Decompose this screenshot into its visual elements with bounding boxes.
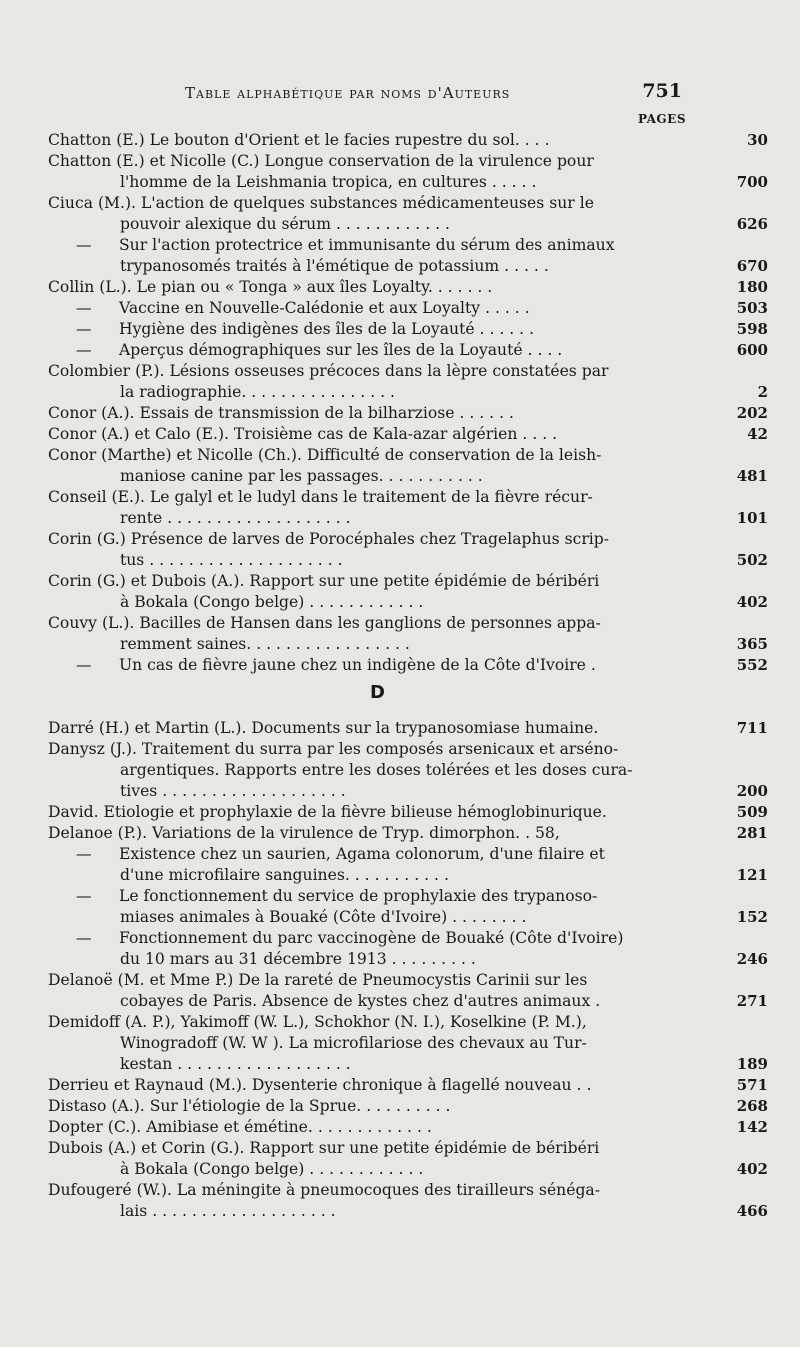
entry-continuation: lais . . . . . . . . . . . . . . . . . . . <box>120 1202 336 1220</box>
entry-continuation: argentiques. Rapports entre les doses tolérées et les doses cura- <box>120 761 633 779</box>
index-entry <box>48 130 768 151</box>
index-entry <box>48 151 768 193</box>
index-entry <box>48 718 768 739</box>
index-entry <box>48 403 768 424</box>
page-reference: 200 <box>736 782 768 800</box>
page-reference: 598 <box>736 320 768 338</box>
page-reference: 246 <box>736 950 768 968</box>
entry-continuation: à Bokala (Congo belge) . . . . . . . . . . . . <box>120 593 424 611</box>
index-entry <box>48 1138 768 1180</box>
author-index-section-d <box>48 718 768 1222</box>
page-reference: 271 <box>736 992 768 1010</box>
entry-continuation: maniose canine par les passages. . . . . . . . . . . <box>120 467 483 485</box>
entry-text: Chatton (E.) Le bouton d'Orient et le facies rupestre du sol. . . . <box>48 131 550 149</box>
entry-title: Un cas de fièvre jaune chez un indigène de la Côte d'Ivoire . <box>119 656 596 674</box>
page-reference: 268 <box>736 1097 768 1115</box>
entry-text: Colombier (P.). Lésions osseuses précoces dans la lèpre constatées par <box>48 362 609 380</box>
page-reference: 626 <box>736 215 768 233</box>
entry-title: Fonctionnement du parc vaccinogène de Bouaké (Côte d'Ivoire) <box>119 929 624 947</box>
entry-title: Vaccine en Nouvelle-Calédonie et aux Loyalty . . . . . <box>119 299 530 317</box>
index-entry <box>48 487 768 529</box>
entry-text <box>48 655 768 676</box>
entry-text: Delanoe (P.). Variations de la virulence de Tryp. dimorphon. . 58, <box>48 824 560 842</box>
page-reference: 281 <box>736 824 768 842</box>
entry-text: David. Etiologie et prophylaxie de la fièvre bilieuse hémoglobinurique. <box>48 803 607 821</box>
entry-continuation: Winogradoff (W. W ). La microfilariose des chevaux au Tur- <box>120 1034 587 1052</box>
index-entry <box>48 298 768 319</box>
index-entry <box>48 823 768 844</box>
running-header <box>0 78 800 108</box>
page-reference: 552 <box>736 656 768 674</box>
page-reference: 481 <box>736 467 768 485</box>
index-entry <box>48 928 768 970</box>
page-reference: 2 <box>757 383 768 401</box>
index-entry <box>48 529 768 571</box>
index-entry <box>48 277 768 298</box>
entry-continuation: d'une microfilaire sanguines. . . . . . . . . . . <box>120 866 449 884</box>
page-reference: 502 <box>736 551 768 569</box>
entry-continuation: tives . . . . . . . . . . . . . . . . . . . <box>120 782 346 800</box>
entry-continuation: à Bokala (Congo belge) . . . . . . . . . . . . <box>120 1160 424 1178</box>
index-entry <box>48 361 768 403</box>
entry-text: Delanoë (M. et Mme P.) De la rareté de Pneumocystis Carinii sur les <box>48 971 588 989</box>
page-reference: 42 <box>747 425 768 443</box>
entry-text: Corin (G.) Présence de larves de Porocéphales chez Tragelaphus scrip- <box>48 530 610 548</box>
entry-continuation: du 10 mars au 31 décembre 1913 . . . . . . . . . <box>120 950 476 968</box>
index-entry <box>48 655 768 676</box>
page-reference: 402 <box>736 1160 768 1178</box>
entry-continuation: pouvoir alexique du sérum . . . . . . . . . . . . <box>120 215 450 233</box>
index-entry <box>48 424 768 445</box>
entry-continuation: rente . . . . . . . . . . . . . . . . . . . <box>120 509 351 527</box>
page-reference: 571 <box>736 1076 768 1094</box>
entry-continuation: kestan . . . . . . . . . . . . . . . . . . <box>120 1055 351 1073</box>
entry-text: Distaso (A.). Sur l'étiologie de la Sprue. . . . . . . . . . <box>48 1097 451 1115</box>
entry-text <box>48 928 768 949</box>
entry-text: Conor (Marthe) et Nicolle (Ch.). Difficulté de conservation de la leish- <box>48 446 602 464</box>
entry-continuation: la radiographie. . . . . . . . . . . . . . . . <box>120 383 395 401</box>
entry-text: Dufougeré (W.). La méningite à pneumocoques des tirailleurs sénéga- <box>48 1181 600 1199</box>
entry-text: Derrieu et Raynaud (M.). Dysenterie chronique à flagellé nouveau . . <box>48 1076 592 1094</box>
page-number: 751 <box>642 80 682 102</box>
section-letter-d: D <box>370 682 385 703</box>
entry-continuation: l'homme de la Leishmania tropica, en cultures . . . . . <box>120 173 537 191</box>
page-reference: 700 <box>736 173 768 191</box>
entry-title: Existence chez un saurien, Agama colonorum, d'une filaire et <box>119 845 605 863</box>
index-entry <box>48 970 768 1012</box>
index-entry <box>48 445 768 487</box>
index-entry <box>48 739 768 802</box>
page-reference: 30 <box>747 131 768 149</box>
index-entry <box>48 1180 768 1222</box>
header-title: Table alphabétique par noms d'Auteurs <box>185 84 511 102</box>
entry-text: Corin (G.) et Dubois (A.). Rapport sur une petite épidémie de béribéri <box>48 572 600 590</box>
entry-text: Dubois (A.) et Corin (G.). Rapport sur une petite épidémie de béribéri <box>48 1139 600 1157</box>
author-index-section-c <box>48 130 768 676</box>
entry-title: Le fonctionnement du service de prophylaxie des trypanoso- <box>119 887 598 905</box>
entry-text: Darré (H.) et Martin (L.). Documents sur la trypanosomiase humaine. <box>48 719 599 737</box>
entry-text: Demidoff (A. P.), Yakimoff (W. L.), Schokhor (N. I.), Koselkine (P. M.), <box>48 1013 587 1031</box>
entry-continuation: cobayes de Paris. Absence de kystes chez d'autres animaux . <box>120 992 601 1010</box>
index-entry <box>48 235 768 277</box>
page-reference: 600 <box>736 341 768 359</box>
index-entry <box>48 844 768 886</box>
index-entry <box>48 1096 768 1117</box>
entry-title: Hygiène des indigènes des îles de la Loyauté . . . . . . <box>119 320 535 338</box>
entry-text: Conor (A.). Essais de transmission de la bilharziose . . . . . . <box>48 404 514 422</box>
entry-title: Sur l'action protectrice et immunisante du sérum des animaux <box>119 236 615 254</box>
page-reference: 503 <box>736 299 768 317</box>
entry-continuation: tus . . . . . . . . . . . . . . . . . . . . <box>120 551 343 569</box>
index-entry <box>48 1012 768 1075</box>
index-entry <box>48 340 768 361</box>
index-entry <box>48 613 768 655</box>
entry-text <box>48 844 768 865</box>
page-reference: 202 <box>736 404 768 422</box>
page-reference: 152 <box>736 908 768 926</box>
pages-column-label: PAGES <box>637 112 686 126</box>
entry-text <box>48 319 768 340</box>
entry-text <box>48 340 768 361</box>
page-reference: 180 <box>736 278 768 296</box>
index-entry <box>48 886 768 928</box>
index-entry <box>48 1075 768 1096</box>
page-reference: 365 <box>736 635 768 653</box>
entry-text: Conseil (E.). Le galyl et le ludyl dans le traitement de la fièvre récur- <box>48 488 593 506</box>
page-reference: 142 <box>736 1118 768 1136</box>
page-reference: 189 <box>736 1055 768 1073</box>
page-reference: 711 <box>736 719 768 737</box>
entry-text: Couvy (L.). Bacilles de Hansen dans les ganglions de personnes appa- <box>48 614 601 632</box>
index-entry <box>48 1117 768 1138</box>
page-reference: 466 <box>736 1202 768 1220</box>
entry-continuation: trypanosomés traités à l'émétique de potassium . . . . . <box>120 257 549 275</box>
page-reference: 509 <box>736 803 768 821</box>
entry-text: Danysz (J.). Traitement du surra par les composés arsenicaux et arséno- <box>48 740 619 758</box>
index-entry <box>48 319 768 340</box>
entry-text <box>48 886 768 907</box>
index-entry <box>48 193 768 235</box>
entry-text <box>48 235 768 256</box>
page-reference: 402 <box>736 593 768 611</box>
page-reference: 101 <box>736 509 768 527</box>
entry-continuation: miases animales à Bouaké (Côte d'Ivoire) . . . . . . . . <box>120 908 527 926</box>
entry-text: Dopter (C.). Amibiase et émétine. . . . . . . . . . . . . <box>48 1118 432 1136</box>
index-entry <box>48 571 768 613</box>
entry-continuation: remment saines. . . . . . . . . . . . . . . . . <box>120 635 410 653</box>
entry-text: Ciuca (M.). L'action de quelques substances médicamenteuses sur le <box>48 194 594 212</box>
index-entry <box>48 802 768 823</box>
entry-text: Collin (L.). Le pian ou « Tonga » aux îles Loyalty. . . . . . . <box>48 278 493 296</box>
entry-text: Chatton (E.) et Nicolle (C.) Longue conservation de la virulence pour <box>48 152 594 170</box>
entry-text <box>48 298 768 319</box>
page-reference: 121 <box>736 866 768 884</box>
entry-text: Conor (A.) et Calo (E.). Troisième cas de Kala-azar algérien . . . . <box>48 425 558 443</box>
page-reference: 670 <box>736 257 768 275</box>
entry-title: Aperçus démographiques sur les îles de la Loyauté . . . . <box>119 341 563 359</box>
